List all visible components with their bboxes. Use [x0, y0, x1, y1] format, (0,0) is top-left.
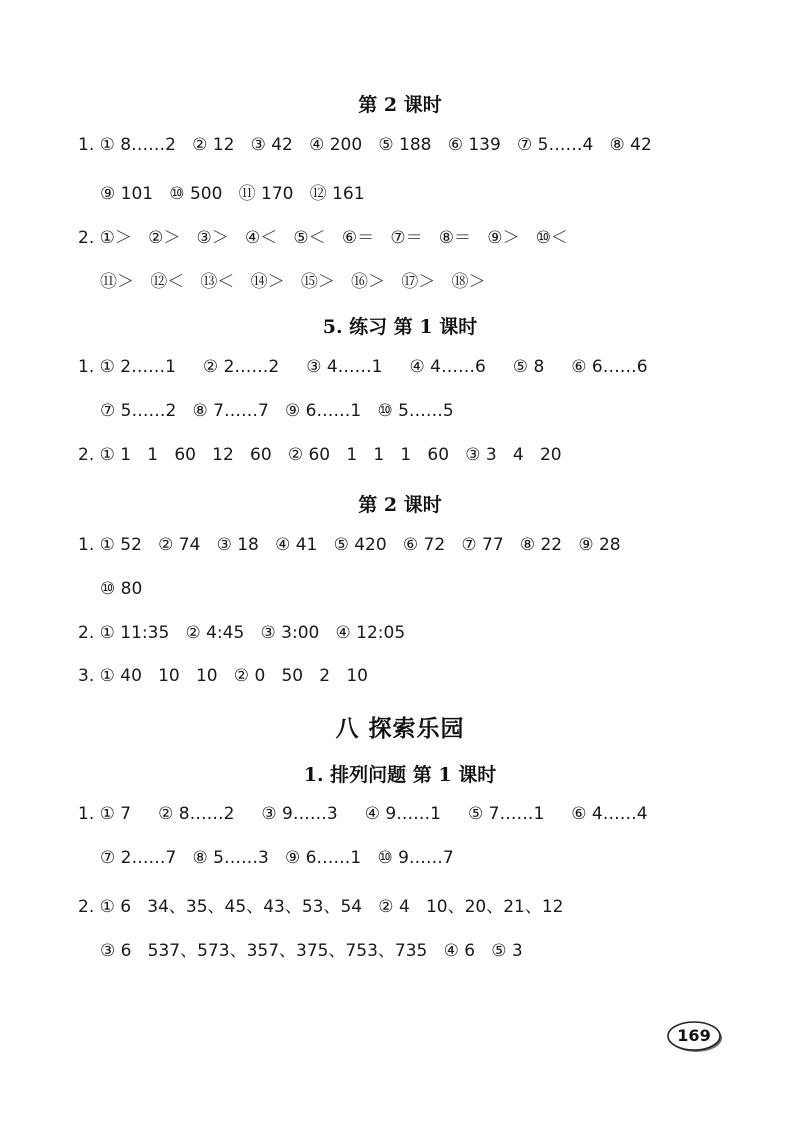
answer-line: ③ 6 537、573、357、375、753、735 ④ 6 ⑤ 3: [100, 941, 523, 961]
section-title-permutation-lesson-1: 1. 排列问题 第 1 课时: [303, 764, 497, 786]
section-title-lesson-2: 第 2 课时: [358, 94, 442, 116]
section-title-practice-lesson-1: 5. 练习 第 1 课时: [322, 316, 478, 338]
answer-line: ⑪＞ ⑫＜ ⑬＜ ⑭＞ ⑮＞ ⑯＞ ⑰＞ ⑱＞: [100, 272, 486, 292]
answer-line: ⑦ 5……2 ⑧ 7……7 ⑨ 6……1 ⑩ 5……5: [100, 401, 454, 421]
chapter-title: 八 探索乐园: [335, 715, 465, 742]
answer-line: ⑨ 101 ⑩ 500 ⑪ 170 ⑫ 161: [100, 184, 365, 204]
answer-line: 3. ① 40 10 10 ② 0 50 2 10: [78, 666, 368, 686]
answer-line: 1. ① 8……2 ② 12 ③ 42 ④ 200 ⑤ 188 ⑥ 139 ⑦ 5……4 ⑧ 42: [78, 135, 652, 155]
answer-line: 2. ① 11:35 ② 4:45 ③ 3:00 ④ 12:05: [78, 623, 406, 643]
answer-line: ⑦ 2……7 ⑧ 5……3 ⑨ 6……1 ⑩ 9……7: [100, 848, 454, 868]
section-title-lesson-2b: 第 2 课时: [358, 494, 442, 516]
answer-line: 2. ①＞ ②＞ ③＞ ④＜ ⑤＜ ⑥＝ ⑦＝ ⑧＝ ⑨＞ ⑩＜: [78, 228, 568, 248]
answer-line: 2. ① 1 1 60 12 60 ② 60 1 1 1 60 ③ 3 4 20: [78, 445, 562, 465]
answer-line: 2. ① 6 34、35、45、43、53、54 ② 4 10、20、21、12: [78, 897, 564, 917]
answer-line: 1. ① 52 ② 74 ③ 18 ④ 41 ⑤ 420 ⑥ 72 ⑦ 77 ⑧ 22 ⑨ 28: [78, 535, 621, 555]
answer-line: 1. ① 7 ② 8……2 ③ 9……3 ④ 9……1 ⑤ 7……1 ⑥ 4……4: [78, 804, 648, 824]
page-number: 169: [677, 1026, 711, 1045]
answer-line: 1. ① 2……1 ② 2……2 ③ 4……1 ④ 4……6 ⑤ 8 ⑥ 6……6: [78, 357, 648, 377]
answer-line: ⑩ 80: [100, 579, 143, 599]
